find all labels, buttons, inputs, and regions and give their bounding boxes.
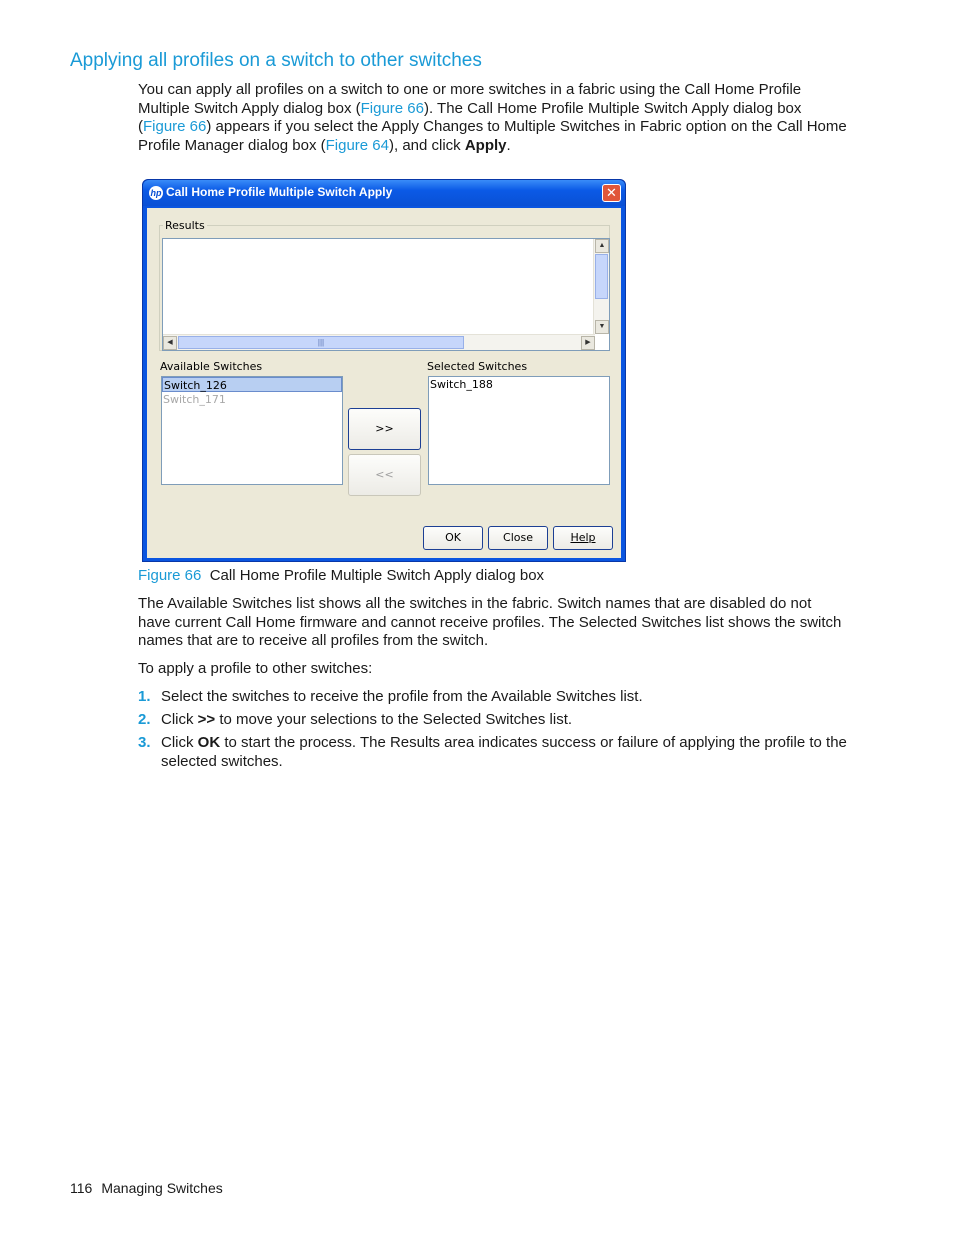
ok-button[interactable]: OK (423, 526, 483, 550)
step-number: 3. (138, 734, 151, 752)
dialog-titlebar[interactable] (143, 180, 625, 206)
step-text: Click (161, 711, 198, 729)
help-button[interactable]: Help (553, 526, 613, 550)
selected-switches-label: Selected Switches (427, 360, 528, 373)
figure-64-link[interactable]: Figure 64 (325, 137, 389, 155)
apply-term: Apply (464, 137, 507, 155)
caption-figure-number: Figure 66 (138, 567, 202, 584)
step-bold-term: >> (197, 711, 216, 729)
scroll-left-icon[interactable]: ◀ (163, 336, 177, 350)
scroll-right-icon[interactable]: ▶ (581, 336, 595, 350)
list-item (138, 688, 848, 707)
figure-66-link-1[interactable]: Figure 66 (360, 99, 424, 117)
section-heading: Applying all profiles on a switch to other switches (70, 50, 482, 71)
scroll-down-icon[interactable]: ▼ (595, 320, 609, 334)
intro-text-5: . (506, 137, 511, 155)
list-item (138, 711, 848, 730)
intro-text-3: ) appears if you select the Apply Changes to Multiple Switches in Fabric option on the Call Home Profile Manager dialog box ( (138, 118, 847, 155)
available-switches-label: Available Switches (160, 360, 263, 373)
selected-switches-list[interactable] (428, 376, 610, 485)
step-number: 2. (138, 711, 151, 729)
page-number: 116 (70, 1180, 93, 1196)
intro-text-2: ). The Call Home Profile Multiple Switch Apply dialog box ( (138, 99, 802, 136)
step-text: to start the process. The Results area indicates success or failure of applying the profile to the selected switches. (161, 734, 847, 770)
add-selection-button[interactable]: >> (348, 408, 421, 450)
caption-text: Call Home Profile Multiple Switch Apply dialog box (209, 567, 545, 584)
list-item-switch-188[interactable]: Switch_188 (430, 378, 493, 391)
list-item-switch-171: Switch_171 (163, 393, 226, 406)
dialog-title: Call Home Profile Multiple Switch Apply (166, 185, 393, 199)
intro-text-4: ), and click (388, 137, 465, 155)
figure-caption (138, 567, 544, 584)
horizontal-scroll-thumb[interactable]: ||| (178, 336, 464, 349)
body-paragraph: The Available Switches list shows all the switches in the fabric. Switch names that are disabled do not have current Call Home firmware and cannot receive profiles. The Selected Switches list shows the switch names that are to receive all profiles from the switch. (138, 595, 842, 650)
step-text: Click (161, 734, 198, 752)
steps-list (138, 688, 848, 776)
intro-paragraph (138, 81, 848, 156)
page-footer (70, 1180, 223, 1196)
step-number: 1. (138, 688, 151, 705)
close-button[interactable]: Close (488, 526, 548, 550)
results-textarea[interactable] (162, 238, 610, 351)
scroll-up-icon[interactable]: ▲ (595, 239, 609, 253)
figure-66-link-2[interactable]: Figure 66 (143, 118, 207, 136)
steps-intro: To apply a profile to other switches: (138, 660, 373, 677)
results-horizontal-scrollbar[interactable] (163, 334, 595, 350)
remove-selection-button: << (348, 454, 421, 496)
dialog-client-area (147, 208, 621, 558)
list-item (138, 734, 848, 771)
close-icon[interactable]: ✕ (602, 184, 621, 202)
call-home-multiple-switch-apply-dialog (142, 179, 626, 562)
footer-section: Managing Switches (101, 1180, 223, 1196)
step-bold-term: OK (197, 734, 221, 752)
list-item-switch-126[interactable]: Switch_126 (162, 377, 342, 392)
step-text: Select the switches to receive the profile from the Available Switches list. (161, 688, 643, 705)
step-text: to move your selections to the Selected Switches list. (215, 711, 573, 729)
vertical-scroll-thumb[interactable] (595, 254, 608, 299)
results-label: Results (165, 219, 205, 232)
results-vertical-scrollbar[interactable] (593, 239, 609, 334)
intro-text-1: You can apply all profiles on a switch to one or more switches in a fabric using the Call Home Profile Multiple Switch Apply dialog box ( (138, 81, 802, 117)
available-switches-list[interactable] (161, 376, 343, 485)
hp-logo-icon: hp (150, 188, 162, 198)
